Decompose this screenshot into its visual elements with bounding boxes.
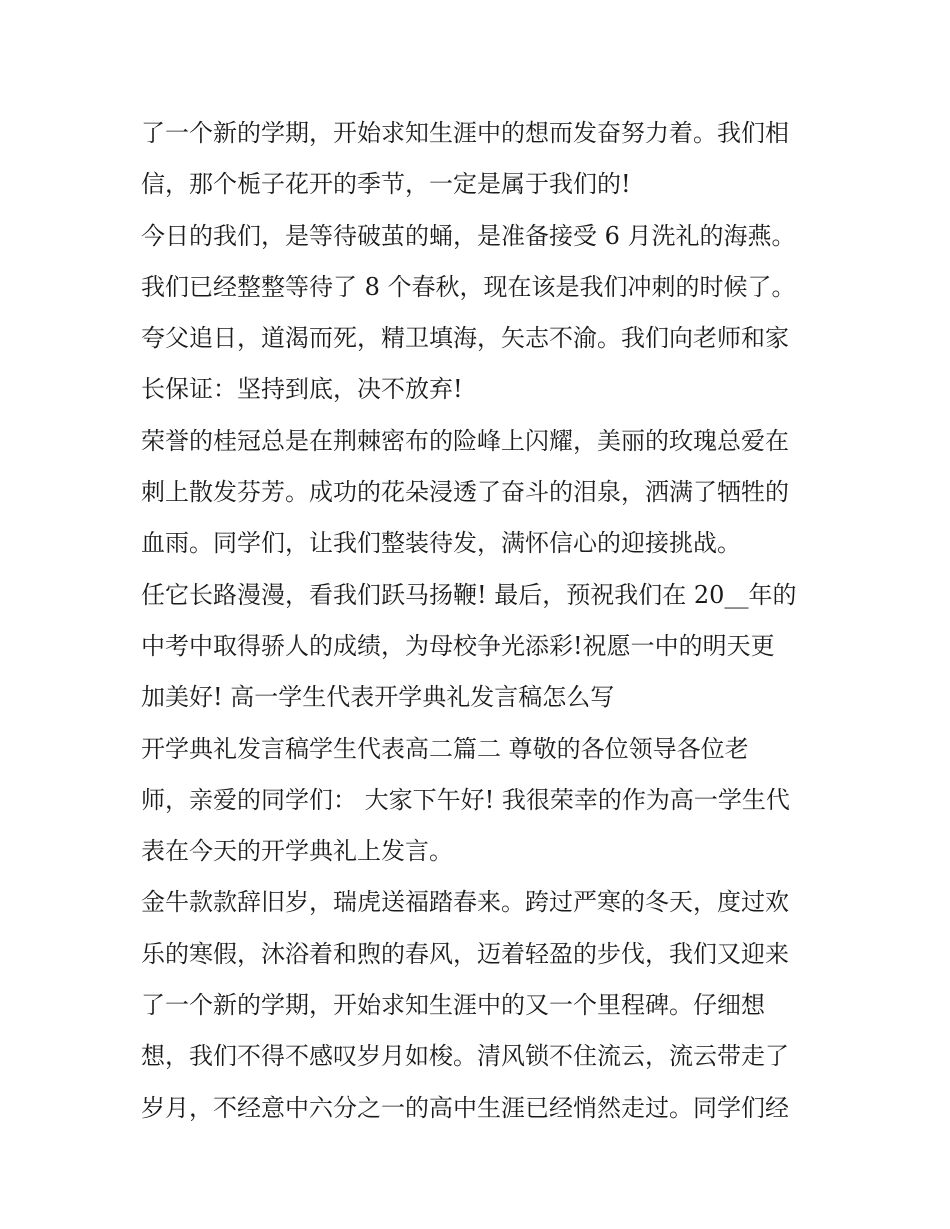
text-line: 刺上散发芬芳。成功的花朵浸透了奋斗的泪泉，洒满了牺牲的 [141, 478, 789, 507]
text-line: 中考中取得骄人的成绩，为母校争光添彩!祝愿一中的明天更 [141, 631, 775, 660]
text-line: 金牛款款辞旧岁，瑞虎送福踏春来。跨过严寒的冬天，度过欢 [141, 888, 789, 917]
text-line: 血雨。同学们，让我们整装待发，满怀信心的迎接挑战。 [141, 529, 741, 558]
text-line: 我们已经整整等待了 8 个春秋，现在该是我们冲刺的时候了。 [141, 272, 796, 301]
text-line: 了一个新的学期，开始求知生涯中的想而发奋努力着。我们相 [141, 119, 789, 147]
text-line: 信，那个栀子花开的季节，一定是属于我们的! [141, 170, 631, 199]
text-line: 任它长路漫漫，看我们跃马扬鞭! 最后，预祝我们在 20__年的 [141, 580, 797, 609]
text-line: 表在今天的开学典礼上发言。 [141, 837, 453, 866]
text-line: 岁月，不经意中六分之一的高中生涯已经悄然走过。同学们经 [141, 1093, 789, 1122]
text-line: 乐的寒假，沐浴着和煦的春风，迈着轻盈的步伐，我们又迎来 [141, 939, 789, 968]
text-line: 加美好! 高一学生代表开学典礼发言稿怎么写 [141, 683, 615, 712]
text-line: 师，亲爱的同学们： 大家下午好! 我很荣幸的作为高一学生代 [141, 785, 790, 814]
text-line: 荣誉的桂冠总是在荆棘密布的险峰上闪耀，美丽的玫瑰总爱在 [141, 426, 789, 455]
text-line: 了一个新的学期，开始求知生涯中的又一个里程碑。仔细想 [141, 991, 765, 1020]
text-line: 夸父追日，道渴而死，精卫填海，矢志不渝。我们向老师和家 [141, 324, 789, 353]
text-line: 今日的我们，是等待破茧的蛹，是准备接受 6 月洗礼的海燕。 [141, 221, 796, 250]
text-line: 开学典礼发言稿学生代表高二篇二 尊敬的各位领导各位老 [141, 734, 749, 763]
text-line: 长保证：坚持到底，决不放弃! [141, 375, 463, 404]
text-line: 想，我们不得不感叹岁月如梭。清风锁不住流云，流云带走了 [141, 1042, 789, 1071]
document-body [141, 108, 821, 1134]
